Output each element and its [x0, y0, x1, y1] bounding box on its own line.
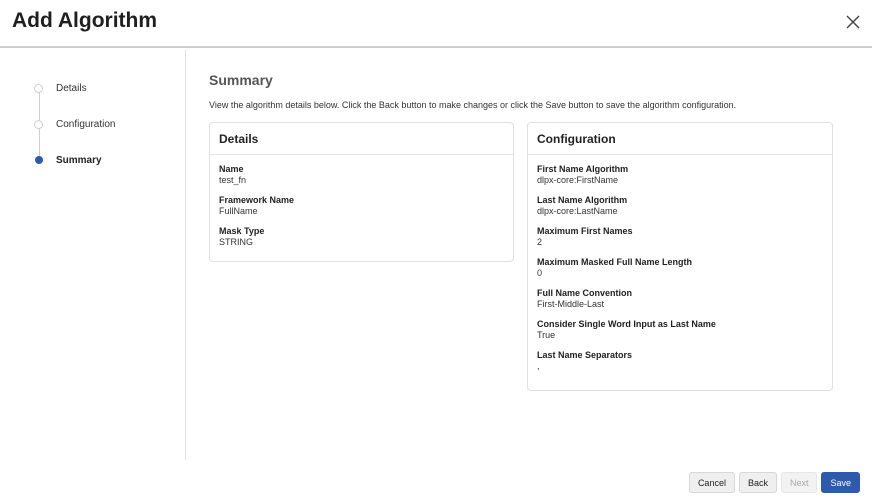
field-maximum-first-names [537, 226, 823, 248]
cancel-button[interactable]: Cancel [689, 472, 735, 493]
stepper [0, 50, 186, 460]
field-last-name-algorithm [537, 195, 823, 217]
field-name [219, 164, 504, 186]
field-value: FullName [219, 206, 258, 216]
details-card-title: Details [210, 123, 513, 155]
dialog-title: Add Algorithm [12, 9, 158, 32]
field-consider-single-word-input [537, 319, 823, 341]
step-indicator [34, 120, 43, 129]
field-first-name-algorithm [537, 164, 823, 186]
details-card-body [210, 155, 513, 261]
field-label: Consider Single Word Input as Last Name [537, 319, 716, 329]
field-value: True [537, 330, 556, 340]
field-value: STRING [219, 237, 254, 247]
summary-content [209, 72, 849, 110]
step-label: Details [56, 82, 87, 94]
field-maximum-masked-full-name-length [537, 257, 823, 279]
field-last-name-separators [537, 350, 823, 372]
field-label: Full Name Convention [537, 288, 633, 298]
step-indicator-active [35, 156, 43, 164]
field-label: Framework Name [219, 195, 295, 205]
field-label: First Name Algorithm [537, 164, 629, 174]
back-button[interactable]: Back [739, 472, 777, 493]
field-label: Name [219, 164, 244, 174]
configuration-card-title: Configuration [528, 123, 832, 155]
field-value: 2 [537, 237, 543, 247]
step-indicator [34, 84, 43, 93]
field-value: 0 [537, 268, 543, 278]
configuration-card-body [528, 155, 832, 385]
dialog-footer [689, 472, 860, 493]
field-value: dlpx-core:LastName [537, 206, 618, 216]
field-full-name-convention [537, 288, 823, 310]
configuration-card [527, 122, 833, 391]
field-label: Maximum First Names [537, 226, 633, 236]
step-configuration[interactable] [34, 116, 115, 132]
field-value: dlpx-core:FirstName [537, 175, 619, 185]
save-button[interactable]: Save [821, 472, 860, 493]
step-summary[interactable] [34, 152, 102, 168]
field-label: Last Name Separators [537, 350, 633, 360]
summary-description: View the algorithm details below. Click the Back button to make changes or click the Save button to save the algorithm configuration. [209, 100, 737, 110]
field-value: , [537, 361, 540, 371]
field-label: Mask Type [219, 226, 265, 236]
step-label: Summary [56, 154, 102, 166]
dialog-header [0, 0, 872, 48]
close-icon[interactable] [846, 15, 860, 29]
field-label: Last Name Algorithm [537, 195, 628, 205]
field-value: test_fn [219, 175, 247, 185]
details-card [209, 122, 514, 262]
step-details[interactable] [34, 80, 87, 96]
summary-title: Summary [209, 72, 273, 88]
field-framework-name [219, 195, 504, 217]
step-label: Configuration [56, 118, 116, 130]
field-value: First-Middle-Last [537, 299, 605, 309]
field-mask-type [219, 226, 504, 248]
field-label: Maximum Masked Full Name Length [537, 257, 693, 267]
next-button[interactable]: Next [781, 472, 818, 493]
